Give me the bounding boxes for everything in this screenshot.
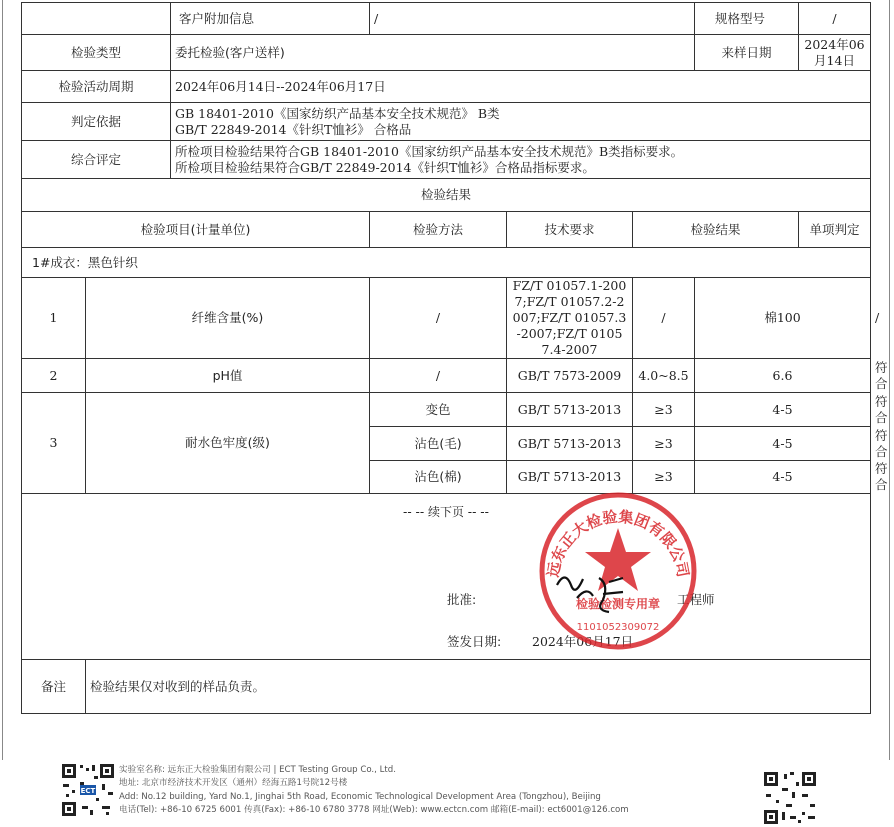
model-label: 规格型号 xyxy=(695,3,799,35)
star-icon xyxy=(585,528,651,591)
row-item: pH值 xyxy=(86,359,370,393)
row-method: GB/T 5713-2013 xyxy=(507,393,633,427)
approve-label: 批准: xyxy=(447,592,477,607)
inspection-type-label: 检验类型 xyxy=(22,35,171,71)
approver-title: 工程师 xyxy=(677,592,715,607)
row-sub: / xyxy=(370,359,507,393)
row-requirement: / xyxy=(633,278,695,359)
conclusion-line-2: 所检项目检验结果符合GB/T 22849-2014《针织T恤衫》合格品指标要求。 xyxy=(175,159,595,175)
table-row: 沾色(棉) GB/T 5713-2013 ≥3 4-5 符合 xyxy=(22,461,871,494)
col-header-result: 检验结果 xyxy=(633,212,799,248)
conclusion-cell xyxy=(171,141,871,179)
official-seal xyxy=(537,490,699,652)
row-requirement: ≥3 xyxy=(633,461,695,494)
row-item: 耐水色牢度(级) xyxy=(86,393,370,494)
conclusion-label: 综合评定 xyxy=(22,141,171,179)
basis-label: 判定依据 xyxy=(22,103,171,141)
basis-cell xyxy=(171,103,871,141)
page-border-right xyxy=(889,0,890,760)
table-row: 2 pH值 / GB/T 7573-2009 4.0~8.5 6.6 符合 xyxy=(22,359,871,393)
row-requirement: 4.0~8.5 xyxy=(633,359,695,393)
seal-center-text: 检验检测专用章 xyxy=(575,597,661,611)
report-table xyxy=(21,2,888,714)
inspection-type-value: 委托检验(客户送样) xyxy=(171,35,695,71)
footer-text xyxy=(119,764,629,818)
table-row: 沾色(毛) GB/T 5713-2013 ≥3 4-5 符合 xyxy=(22,427,871,461)
model-value: / xyxy=(799,3,871,35)
row-sub: 变色 xyxy=(370,393,507,427)
row-requirement: ≥3 xyxy=(633,393,695,427)
client-info-label: 客户附加信息 xyxy=(171,3,370,35)
basis-line-2: GB/T 22849-2014《针织T恤衫》 合格品 xyxy=(175,121,412,137)
period-value: 2024年06月14日--2024年06月17日 xyxy=(171,71,871,103)
table-row: 3 耐水色牢度(级) 变色 GB/T 5713-2013 ≥3 4-5 符合 xyxy=(22,393,871,427)
sample-date-value: 2024年06月14日 xyxy=(799,35,871,71)
footer-line-2: 地址: 北京市经济技术开发区（通州）经海五路1号院12号楼 xyxy=(119,778,348,789)
row-no: 3 xyxy=(22,393,86,494)
row-method: FZ/T 01057.1-2007;FZ/T 01057.2-2007;FZ/T 01057.3-2007;FZ/T 01057.4-2007 xyxy=(507,278,633,359)
row-no: 2 xyxy=(22,359,86,393)
footer-line-1: 实验室名称: 远东正大检验集团有限公司 | ECT Testing Group Co., Ltd. xyxy=(119,765,396,775)
col-header-method: 检验方法 xyxy=(370,212,507,248)
row-no: 1 xyxy=(22,278,86,359)
row-method: GB/T 7573-2009 xyxy=(507,359,633,393)
row-result: 4-5 xyxy=(695,461,871,494)
sample-date-label: 来样日期 xyxy=(695,35,799,71)
issue-date-label: 签发日期: xyxy=(447,634,502,649)
seal-number: 1101052309072 xyxy=(576,622,660,633)
page-border-left xyxy=(2,0,3,760)
client-info-value: / xyxy=(370,3,695,35)
sample-label: 1#成衣：黑色针织 xyxy=(22,248,871,278)
row-result: 4-5 xyxy=(695,393,871,427)
row-sub: 沾色(棉) xyxy=(370,461,507,494)
row-sub: 沾色(毛) xyxy=(370,427,507,461)
blank-cell xyxy=(22,3,171,35)
remarks-text: 检验结果仅对收到的样品负责。 xyxy=(86,660,871,714)
row-result: 6.6 xyxy=(695,359,871,393)
remarks-label: 备注 xyxy=(22,660,86,714)
footer xyxy=(0,760,894,827)
footer-line-3: Add: No.12 building, Yard No.1, Jinghai 5th Road, Economic Technological Development Area (Tongzhou), Beijing xyxy=(119,791,601,802)
continued-note: -- -- 续下页 -- -- xyxy=(403,505,489,519)
issue-date-value: 2024年06月17日 xyxy=(532,634,634,649)
row-result: 4-5 xyxy=(695,427,871,461)
footer-line-4: 电话(Tel): +86-10 6725 6001 传真(Fax): +86-10 6780 3778 网址(Web): www.ectcn.com 邮箱(E-mail): ect6001@126.com xyxy=(119,805,629,816)
seal-org-text: 远东正大检验集团有限公司 xyxy=(543,507,693,579)
results-title: 检验结果 xyxy=(22,179,871,212)
conclusion-line-1: 所检项目检验结果符合GB 18401-2010《国家纺织产品基本安全技术规范》B类指标要求。 xyxy=(175,143,684,159)
row-requirement: ≥3 xyxy=(633,427,695,461)
col-header-requirement: 技术要求 xyxy=(507,212,633,248)
period-label: 检验活动周期 xyxy=(22,71,171,103)
table-row: 1 纤维含量(%) / FZ/T 01057.1-2007;FZ/T 01057.2-2007;FZ/T 01057.3-2007;FZ/T 01057.4-2007 / 棉100 / xyxy=(22,278,871,359)
col-header-judgement: 单项判定 xyxy=(799,212,871,248)
row-method: GB/T 5713-2013 xyxy=(507,461,633,494)
approval-cell xyxy=(22,494,871,660)
qr-code-right-icon xyxy=(762,770,818,826)
basis-line-1: GB 18401-2010《国家纺织产品基本安全技术规范》 B类 xyxy=(175,105,500,121)
qr-badge: ECT xyxy=(80,787,96,795)
row-method: GB/T 5713-2013 xyxy=(507,427,633,461)
row-result: 棉100 xyxy=(695,278,871,359)
col-header-item: 检验项目(计量单位) xyxy=(22,212,370,248)
row-sub: / xyxy=(370,278,507,359)
qr-code-left-icon xyxy=(60,762,116,818)
row-item: 纤维含量(%) xyxy=(86,278,370,359)
